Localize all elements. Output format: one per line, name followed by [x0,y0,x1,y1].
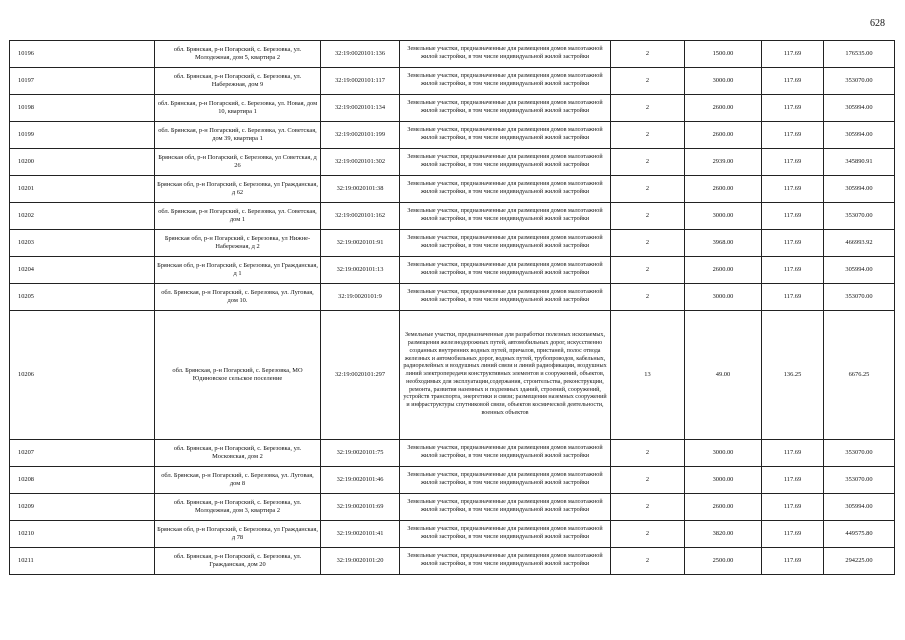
area-cell: 2600.00 [685,257,762,284]
rate-cell: 117.69 [762,176,824,203]
table-row [10,122,895,149]
table-body [10,41,895,575]
value-cell: 345890.91 [824,149,895,176]
address-cell: Брянская обл, р-н Погарский, с Березовка, ул Нижне-Набережная, д 2 [155,230,321,257]
area-cell: 49.00 [685,311,762,440]
row-number: 10202 [10,203,155,230]
land-use-cell: Земельные участки, предназначенные для размещения домов малоэтажной жилой застройки, в том числе индивидуальной жилой застройки [400,521,611,548]
row-number: 10204 [10,257,155,284]
table-row [10,257,895,284]
table-row [10,203,895,230]
address-cell: обл. Брянская, р-н Погарский, с. Березовка, ул. Луговая, дом 10. [155,284,321,311]
cadastral-number-cell: 32:19:0020101:41 [321,521,400,548]
cadastral-number-cell: 32:19:0020101:136 [321,41,400,68]
cadastral-number-cell: 32:19:0020101:91 [321,230,400,257]
area-cell: 2600.00 [685,494,762,521]
address-cell: обл. Брянская, р-н Погарский, с. Березовка, МО Юдиновское сельское поселение [155,311,321,440]
cadastral-number-cell: 32:19:0020101:134 [321,95,400,122]
area-cell: 2600.00 [685,95,762,122]
value-cell: 305994.00 [824,494,895,521]
table-row [10,68,895,95]
address-cell: Брянская обл, р-н Погарский, с Березовка, ул Советская, д 26 [155,149,321,176]
area-cell: 3000.00 [685,68,762,95]
row-number: 10210 [10,521,155,548]
rate-cell: 117.69 [762,41,824,68]
rate-cell: 117.69 [762,440,824,467]
rate-cell: 117.69 [762,230,824,257]
rate-cell: 117.69 [762,521,824,548]
land-use-cell: Земельные участки, предназначенные для размещения домов малоэтажной жилой застройки, в том числе индивидуальной жилой застройки [400,122,611,149]
land-use-cell: Земельные участки, предназначенные для размещения домов малоэтажной жилой застройки, в том числе индивидуальной жилой застройки [400,257,611,284]
land-use-cell: Земельные участки, предназначенные для размещения домов малоэтажной жилой застройки, в том числе индивидуальной жилой застройки [400,548,611,575]
cadastral-number-cell: 32:19:0020101:117 [321,68,400,95]
table-row [10,95,895,122]
value-cell: 305994.00 [824,122,895,149]
area-cell: 2600.00 [685,176,762,203]
group-cell: 2 [611,41,685,68]
table-row [10,284,895,311]
group-cell: 2 [611,440,685,467]
address-cell: Брянская обл, р-н Погарский, с Березовка, ул Гражданская, д 1 [155,257,321,284]
value-cell: 353070.00 [824,284,895,311]
cadastral-number-cell: 32:19:0020101:302 [321,149,400,176]
table-row [10,230,895,257]
address-cell: обл. Брянская, р-н Погарский, с. Березовка, ул. Набережная, дом 9 [155,68,321,95]
table-row [10,521,895,548]
row-number: 10196 [10,41,155,68]
land-use-cell: Земельные участки, предназначенные для размещения домов малоэтажной жилой застройки, в том числе индивидуальной жилой застройки [400,467,611,494]
cadastral-number-cell: 32:19:0020101:46 [321,467,400,494]
address-cell: Брянская обл, р-н Погарский, с Березовка, ул Гражданская, д 78 [155,521,321,548]
address-cell: обл. Брянская, р-н Погарский, с. Березовка, ул. Новая, дом 10, квартира 1 [155,95,321,122]
land-use-cell: Земельные участки, предназначенные для размещения домов малоэтажной жилой застройки, в том числе индивидуальной жилой застройки [400,176,611,203]
land-use-cell: Земельные участки, предназначенные для размещения домов малоэтажной жилой застройки, в том числе индивидуальной жилой застройки [400,203,611,230]
value-cell: 466993.92 [824,230,895,257]
address-cell: Брянская обл, р-н Погарский, с Березовка, ул Гражданская, д 62 [155,176,321,203]
row-number: 10200 [10,149,155,176]
group-cell: 2 [611,230,685,257]
rate-cell: 117.69 [762,548,824,575]
land-use-cell: Земельные участки, предназначенные для размещения домов малоэтажной жилой застройки, в том числе индивидуальной жилой застройки [400,149,611,176]
value-cell: 353070.00 [824,68,895,95]
group-cell: 2 [611,548,685,575]
rate-cell: 117.69 [762,257,824,284]
group-cell: 2 [611,95,685,122]
value-cell: 449575.80 [824,521,895,548]
value-cell: 176535.00 [824,41,895,68]
area-cell: 3000.00 [685,203,762,230]
row-number: 10211 [10,548,155,575]
land-use-cell: Земельные участки, предназначенные для размещения домов малоэтажной жилой застройки, в том числе индивидуальной жилой застройки [400,41,611,68]
group-cell: 2 [611,494,685,521]
rate-cell: 117.69 [762,122,824,149]
value-cell: 305994.00 [824,257,895,284]
group-cell: 2 [611,176,685,203]
land-use-cell: Земельные участки, предназначенные для размещения домов малоэтажной жилой застройки, в том числе индивидуальной жилой застройки [400,440,611,467]
group-cell: 2 [611,257,685,284]
area-cell: 2939.00 [685,149,762,176]
cadastral-number-cell: 32:19:0020101:75 [321,440,400,467]
area-cell: 3968.00 [685,230,762,257]
group-cell: 2 [611,122,685,149]
address-cell: обл. Брянская, р-н Погарский, с. Березовка, ул. Советская, дом 1 [155,203,321,230]
address-cell: обл. Брянская, р-н Погарский, с. Березовка, ул. Гражданская, дом 20 [155,548,321,575]
rate-cell: 136.25 [762,311,824,440]
cadastral-number-cell: 32:19:0020101:13 [321,257,400,284]
group-cell: 13 [611,311,685,440]
land-use-cell: Земельные участки, предназначенные для размещения домов малоэтажной жилой застройки, в том числе индивидуальной жилой застройки [400,494,611,521]
rate-cell: 117.69 [762,284,824,311]
group-cell: 2 [611,521,685,548]
page-number: 628 [870,18,885,29]
table-row [10,494,895,521]
table-row [10,440,895,467]
row-number: 10207 [10,440,155,467]
table-row [10,149,895,176]
land-use-cell: Земельные участки, предназначенные для разработки полезных ископаемых, размещения железнодорожных путей, автомобильных дорог, искусственно созданных внутренних водных путей, причалов, пристаней, полос отвода железных и автомобильных дорог, водных путей, трубопроводов, кабельных, радиорелейных и воздушных линий связи и линий радиофикации, воздушных линий электропередачи конструктивных элементов и сооружений, объектов, необходимых для эксплуатации,содержания, строительства, реконструкции, ремонта, развития наземных и подземных зданий, строений, сооружений, устройств транспорта, энергетики и связи; размещения наземных сооружений и инфраструктуры спутниковой связи, объектов космической деятельности, военных объектов [400,311,611,440]
value-cell: 305994.00 [824,176,895,203]
land-use-cell: Земельные участки, предназначенные для размещения домов малоэтажной жилой застройки, в том числе индивидуальной жилой застройки [400,95,611,122]
land-use-cell: Земельные участки, предназначенные для размещения домов малоэтажной жилой застройки, в том числе индивидуальной жилой застройки [400,284,611,311]
value-cell: 353070.00 [824,440,895,467]
cadastral-number-cell: 32:19:0020101:9 [321,284,400,311]
table-row [10,548,895,575]
value-cell: 353070.00 [824,467,895,494]
table-row [10,176,895,203]
cadastral-number-cell: 32:19:0020101:162 [321,203,400,230]
cadastral-number-cell: 32:19:0020101:199 [321,122,400,149]
value-cell: 294225.00 [824,548,895,575]
row-number: 10201 [10,176,155,203]
area-cell: 3000.00 [685,284,762,311]
row-number: 10208 [10,467,155,494]
cadastral-number-cell: 32:19:0020101:69 [321,494,400,521]
address-cell: обл. Брянская, р-н Погарский, с. Березовка, ул. Молодежная, дом 5, квартира 2 [155,41,321,68]
rate-cell: 117.69 [762,203,824,230]
row-number: 10197 [10,68,155,95]
row-number: 10206 [10,311,155,440]
table-row [10,41,895,68]
row-number: 10205 [10,284,155,311]
group-cell: 2 [611,149,685,176]
rate-cell: 117.69 [762,95,824,122]
address-cell: обл. Брянская, р-н Погарский, с. Березовка, ул. Молодежная, дом 3, квартира 2 [155,494,321,521]
value-cell: 305994.00 [824,95,895,122]
group-cell: 2 [611,203,685,230]
rate-cell: 117.69 [762,494,824,521]
row-number: 10209 [10,494,155,521]
row-number: 10199 [10,122,155,149]
land-use-cell: Земельные участки, предназначенные для размещения домов малоэтажной жилой застройки, в том числе индивидуальной жилой застройки [400,68,611,95]
area-cell: 1500.00 [685,41,762,68]
group-cell: 2 [611,68,685,95]
cadastral-number-cell: 32:19:0020101:20 [321,548,400,575]
area-cell: 2500.00 [685,548,762,575]
rate-cell: 117.69 [762,149,824,176]
area-cell: 3820.00 [685,521,762,548]
group-cell: 2 [611,284,685,311]
area-cell: 3000.00 [685,467,762,494]
table-row [10,467,895,494]
row-number: 10198 [10,95,155,122]
cadastral-value-table [9,40,895,575]
value-cell: 6676.25 [824,311,895,440]
row-number: 10203 [10,230,155,257]
cadastral-number-cell: 32:19:0020101:297 [321,311,400,440]
area-cell: 2600.00 [685,122,762,149]
address-cell: обл. Брянская, р-н Погарский, с. Березовка, ул. Московская, дом 2 [155,440,321,467]
value-cell: 353070.00 [824,203,895,230]
area-cell: 3000.00 [685,440,762,467]
rate-cell: 117.69 [762,68,824,95]
table-row [10,311,895,440]
address-cell: обл. Брянская, р-н Погарский, с. Березовка, ул. Советская, дом 39, квартира 1 [155,122,321,149]
cadastral-number-cell: 32:19:0020101:38 [321,176,400,203]
address-cell: обл. Брянская, р-н Погарский, с. Березовка, ул. Луговая, дом 8 [155,467,321,494]
land-use-cell: Земельные участки, предназначенные для размещения домов малоэтажной жилой застройки, в том числе индивидуальной жилой застройки [400,230,611,257]
rate-cell: 117.69 [762,467,824,494]
group-cell: 2 [611,467,685,494]
